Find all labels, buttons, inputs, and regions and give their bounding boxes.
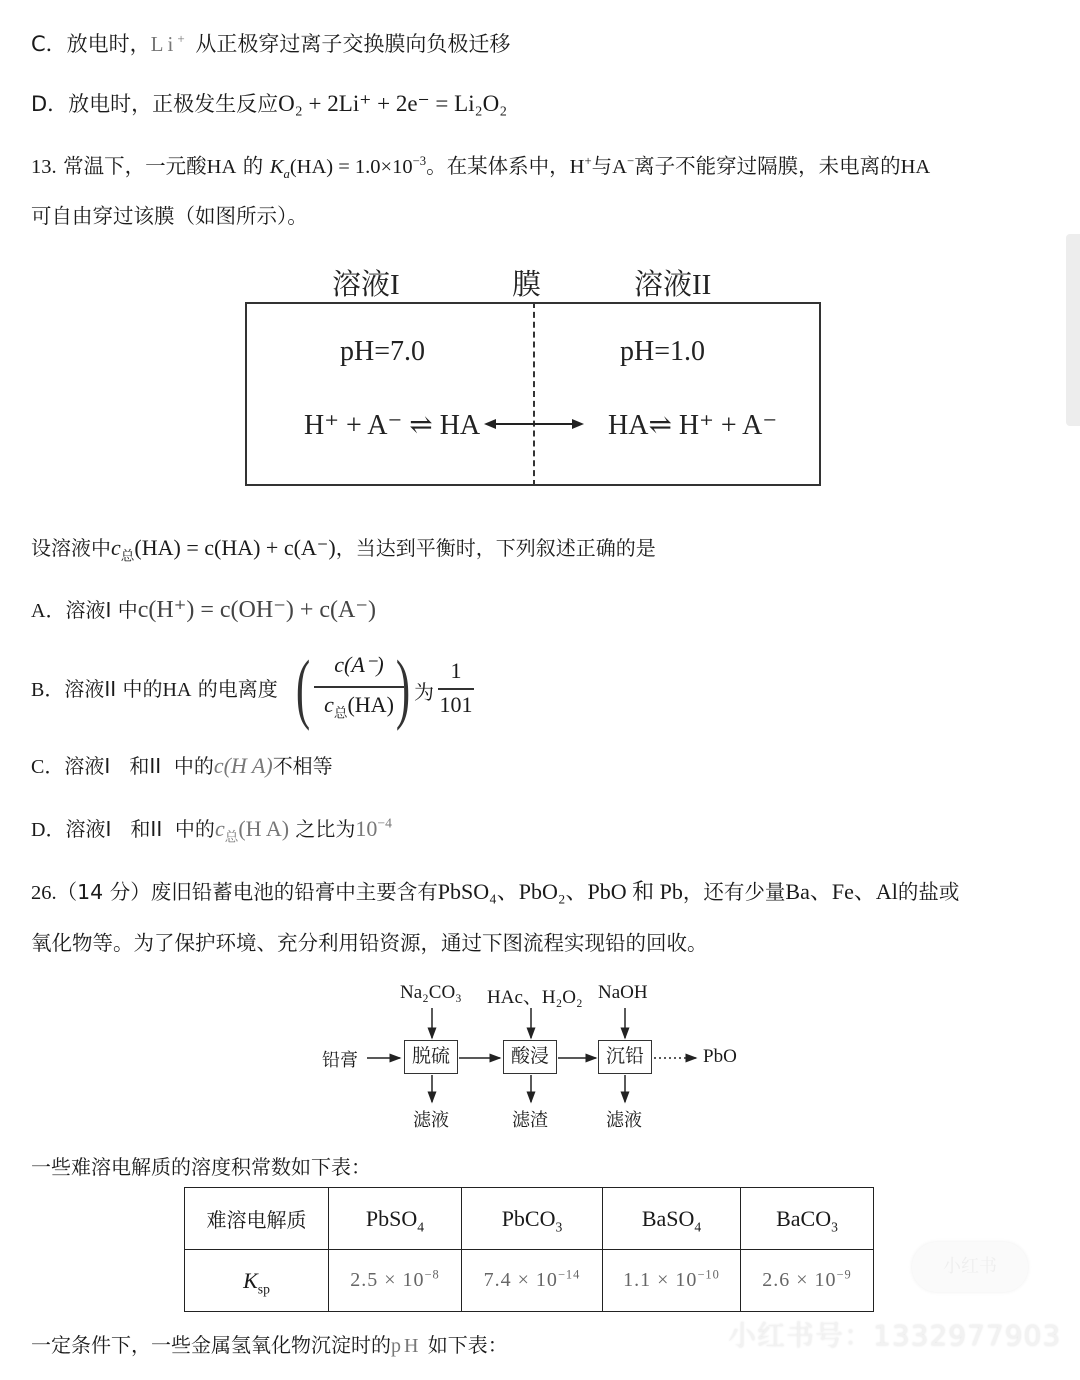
double-arrow-icon [214, 250, 864, 504]
flow-output-1: 滤液 [413, 1110, 449, 1131]
option-text: 为 [414, 680, 434, 704]
ionization-degree-fraction [295, 644, 480, 731]
table-cell: $7.4 \times 10^{-14}$ [462, 1250, 603, 1312]
flow-step-desulfurization: 脱硫 [404, 1040, 458, 1074]
stem-text: 常温下，一元酸 [63, 154, 207, 178]
flow-reagent-2: HAc、H₂O₂ [487, 987, 583, 1008]
ph-intro [31, 1331, 508, 1360]
stem-text: 与 [591, 154, 613, 178]
flow-reagent-3: NaOH [598, 982, 648, 1003]
option-text: 的电离度 [191, 677, 278, 701]
flow-output-3: 滤液 [606, 1110, 642, 1131]
option-text: 之比为 [289, 817, 356, 841]
table-cell: $2.6 \times 10^{-9}$ [741, 1250, 874, 1312]
ha-formula: HA [900, 156, 931, 178]
option-label: D． [31, 92, 69, 116]
answer-numerator: 1 [450, 658, 462, 683]
option-label: A． [31, 600, 66, 622]
flow-step-lead-precipitation: 沉铅 [598, 1040, 652, 1074]
question-number: 13. [31, 156, 57, 178]
c-total-symbol: $c_总$ [111, 535, 135, 564]
ph-symbol: pH [391, 1335, 422, 1357]
option-expression: $c_总(H$ A) [214, 816, 290, 845]
stem-text: 的 [236, 154, 270, 178]
table-row-label: $K_{sp}$ [185, 1250, 329, 1312]
table-header-cell: BaCO$_3$ [741, 1188, 874, 1250]
right-paren: ) [395, 644, 411, 731]
flow-output-2: 滤渣 [512, 1110, 548, 1131]
ka-expression: (HA) = 1.0×10 [289, 156, 413, 178]
ka-exponent: −3 [412, 154, 427, 169]
flow-input: 铅膏 [322, 1050, 358, 1071]
q13-option-d[interactable] [31, 815, 392, 844]
watermark-text: 小红书号：1332977903 [728, 1319, 1062, 1352]
option-text: 放电时， [66, 32, 151, 56]
ratio-value: $10^{-4}$ [355, 815, 392, 841]
ha-formula: HA [162, 679, 192, 701]
label-membrane: 膜 [512, 269, 542, 301]
watermark-badge: 小红书 [912, 1242, 1028, 1292]
label-solution-2: 溶液II [634, 269, 712, 301]
scrollbar[interactable] [1066, 234, 1080, 426]
q12-option-d [31, 90, 507, 118]
a-ion: A− [612, 154, 635, 178]
table-header-cell: PbCO$_3$ [462, 1188, 603, 1250]
flow-step-acid-leaching: 酸浸 [503, 1040, 557, 1074]
table-cell: $2.5 \times 10^{-8}$ [329, 1250, 462, 1312]
option-text: 溶液I 中 [65, 598, 138, 622]
option-text: 从正极穿过离子交换膜向负极迁移 [188, 32, 511, 56]
stem-text: ，还有少量 [682, 880, 786, 904]
ph-intro-text: 一定条件下，一些金属氢氧化物沉淀时的 [31, 1333, 391, 1357]
q26-stem-line2: 氧化物等。为了保护环境、充分利用铅资源，通过下图流程实现铅的回收。 [31, 931, 708, 955]
ph-intro-text: 如下表： [421, 1333, 508, 1357]
ha-formula: HA [206, 156, 237, 178]
ksp-table [184, 1187, 874, 1312]
condition-text: ，当达到平衡时，下列叙述正确的是 [335, 536, 656, 560]
stem-text: 的盐或 [897, 880, 960, 904]
ph-solution-1: pH=7.0 [340, 336, 426, 367]
q13-stem-line2: 可自由穿过该膜（如图所示）。 [31, 204, 308, 228]
q26-stem-line1 [31, 878, 959, 907]
option-text: 不相等 [272, 754, 333, 778]
flow-product: PbO [703, 1046, 737, 1067]
fraction-numerator: c(A⁻) [334, 652, 384, 677]
equilibrium-solution-2: HA⇌ H⁺ + A⁻ [608, 410, 778, 441]
label-solution-1: 溶液I [332, 269, 400, 301]
chemicals: PbSO₄、PbO₂、PbO 和 Pb [437, 879, 683, 904]
q13-option-a[interactable] [31, 596, 376, 625]
option-text: 放电时，正极发生反应 [68, 92, 279, 116]
flow-reagent-1: Na₂CO₃ [400, 982, 462, 1003]
table-cell: $1.1 \times 10^{-10}$ [603, 1250, 741, 1312]
stem-text: 离子不能穿过隔膜，未电离的 [634, 154, 901, 178]
table-header-cell: PbSO$_4$ [329, 1188, 462, 1250]
answer-fraction-bar [438, 688, 474, 690]
table-row [185, 1250, 874, 1312]
membrane-diagram [214, 250, 864, 504]
q13-option-c[interactable] [31, 752, 333, 781]
option-label: B． [31, 679, 65, 701]
option-label: D． [31, 819, 66, 841]
stem-text: 废旧铅蓄电池的铅膏中主要含有 [150, 880, 438, 904]
table-header-cell: BaSO$_4$ [603, 1188, 741, 1250]
table-header-label: 难溶电解质 [185, 1188, 329, 1250]
equation: O₂ + 2Li⁺ + 2e⁻ = Li₂O₂ [278, 91, 508, 116]
li-ion: Li+ [150, 31, 189, 56]
option-expression: c(H⁺) = c(OH⁻) + c(A⁻) [137, 597, 377, 623]
stem-text: 。在某体系中， [426, 154, 570, 178]
question-score: （14 分） [56, 880, 151, 904]
q13-option-b[interactable] [31, 675, 278, 704]
option-text: 溶液I 和II 中的 [65, 817, 215, 841]
answer-denominator: 101 [439, 692, 473, 717]
q13-stem-line1 [31, 152, 930, 181]
table-header-row [185, 1188, 874, 1250]
option-text: 溶液II 中的 [64, 677, 163, 701]
option-text: 溶液I 和II 中的 [64, 754, 214, 778]
option-expression: c(H A) [213, 753, 273, 778]
q13-condition [31, 534, 656, 562]
condition-expression: (HA) = c(HA) + c(A⁻) [134, 535, 336, 560]
h-ion: H+ [569, 154, 592, 178]
fraction-denominator: $c_总(HA)$ [324, 692, 394, 721]
left-paren: ( [295, 644, 311, 731]
ph-solution-2: pH=1.0 [620, 336, 706, 367]
condition-text: 设溶液中 [31, 536, 111, 560]
ka-symbol: $K_a$ [269, 156, 290, 182]
fraction-bar [314, 686, 404, 688]
ksp-intro: 一些难溶电解质的溶度积常数如下表： [31, 1155, 371, 1179]
option-label: C． [31, 32, 67, 56]
q12-option-c [31, 30, 510, 58]
equilibrium-solution-1: H⁺ + A⁻ ⇌ HA [304, 410, 481, 441]
question-number: 26. [31, 882, 57, 904]
process-flow-diagram [300, 978, 760, 1138]
metals: Ba、Fe、Al [785, 879, 898, 904]
option-label: C． [31, 756, 65, 778]
